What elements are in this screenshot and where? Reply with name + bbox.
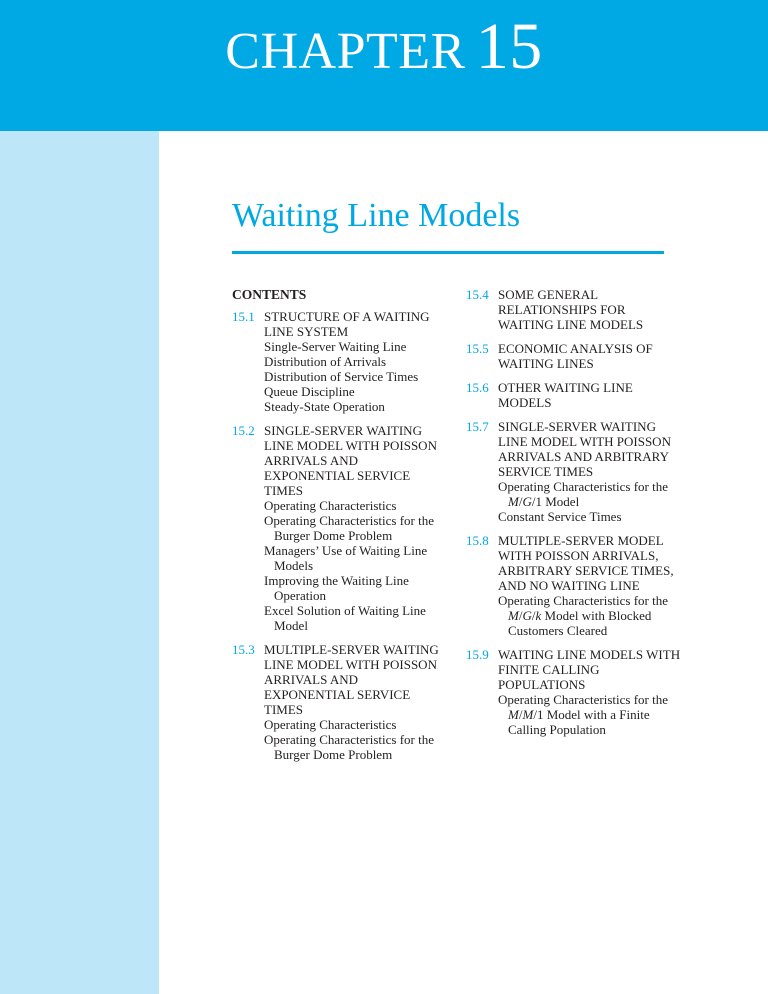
toc-subsection: Operating Characteristics for the	[498, 593, 669, 608]
toc-subsection: Excel Solution of Waiting Line Model	[264, 603, 426, 633]
toc-section-number: 15.8	[466, 533, 489, 548]
chapter-label	[0, 10, 768, 83]
toc-section	[232, 423, 444, 633]
toc-section-title: ECONOMIC ANALYSIS OF WAITING LINES	[498, 341, 653, 371]
toc-section-number: 15.5	[466, 341, 489, 356]
toc-subsection: Managers’ Use of Waiting Line Models	[264, 543, 428, 573]
title-rule	[232, 251, 664, 254]
toc-section-number: 15.9	[466, 647, 489, 662]
toc-section-number: 15.7	[466, 419, 489, 434]
toc-subsection: Operating Characteristics for the	[498, 479, 669, 494]
toc-section-title: MULTIPLE-SERVER MODEL WITH POISSON ARRIVALS, ARBITRARY SERVICE TIMES, AND NO WAITING LINE	[498, 533, 674, 593]
toc-section	[466, 533, 682, 638]
toc-subsection: Single-Server Waiting Line	[264, 339, 407, 354]
toc-section	[466, 341, 682, 371]
contents-heading: CONTENTS	[232, 287, 307, 302]
chapter-banner	[0, 0, 768, 131]
toc-section-number: 15.4	[466, 287, 489, 302]
toc-section-title: SOME GENERAL RELATIONSHIPS FOR WAITING LINE MODELS	[498, 287, 644, 332]
toc-subsection: Constant Service Times	[498, 509, 622, 524]
toc-subsection: Operating Characteristics	[264, 717, 397, 732]
toc-section	[466, 419, 682, 524]
toc-section-number: 15.2	[232, 423, 255, 438]
toc-subsection: Improving the Waiting Line Operation	[264, 573, 409, 603]
toc-subsection: M/G/1 Model	[508, 494, 580, 509]
contents-column-right	[466, 287, 682, 746]
toc-subsection: Operating Characteristics for the Burger Dome Problem	[264, 732, 435, 762]
toc-section-number: 15.3	[232, 642, 255, 657]
toc-section	[232, 309, 444, 414]
toc-section	[466, 647, 682, 737]
toc-section-number: 15.6	[466, 380, 489, 395]
toc-section-title: SINGLE-SERVER WAITING LINE MODEL WITH POISSON ARRIVALS AND EXPONENTIAL SERVICE TIMES	[264, 423, 437, 498]
toc-section	[466, 287, 682, 332]
toc-subsection: M/M/1 Model with a Finite Calling Population	[508, 707, 650, 737]
toc-subsection: M/G/k Model with Blocked Customers Cleared	[508, 608, 652, 638]
chapter-number: 15	[475, 10, 543, 83]
toc-section-title: STRUCTURE OF A WAITING LINE SYSTEM	[264, 309, 430, 339]
toc-section	[466, 380, 682, 410]
toc-subsection: Operating Characteristics for the Burger Dome Problem	[264, 513, 435, 543]
toc-subsection: Steady-State Operation	[264, 399, 385, 414]
left-sidebar	[0, 131, 159, 994]
toc-subsection: Distribution of Service Times	[264, 369, 419, 384]
toc-section-title: WAITING LINE MODELS WITH FINITE CALLING POPULATIONS	[498, 647, 681, 692]
toc-subsection: Operating Characteristics for the	[498, 692, 669, 707]
toc-section	[232, 642, 444, 762]
toc-subsection: Queue Discipline	[264, 384, 355, 399]
toc-section-number: 15.1	[232, 309, 255, 324]
chapter-title: Waiting Line Models	[232, 197, 521, 234]
chapter-word: CHAPTER	[225, 23, 466, 80]
contents-column-left	[232, 287, 444, 771]
toc-subsection: Operating Characteristics	[264, 498, 397, 513]
toc-section-title: OTHER WAITING LINE MODELS	[498, 380, 633, 410]
toc-section-title: MULTIPLE-SERVER WAITING LINE MODEL WITH POISSON ARRIVALS AND EXPONENTIAL SERVICE TIMES	[264, 642, 439, 717]
toc-section-title: SINGLE-SERVER WAITING LINE MODEL WITH POISSON ARRIVALS AND ARBITRARY SERVICE TIMES	[498, 419, 671, 479]
toc-subsection: Distribution of Arrivals	[264, 354, 387, 369]
